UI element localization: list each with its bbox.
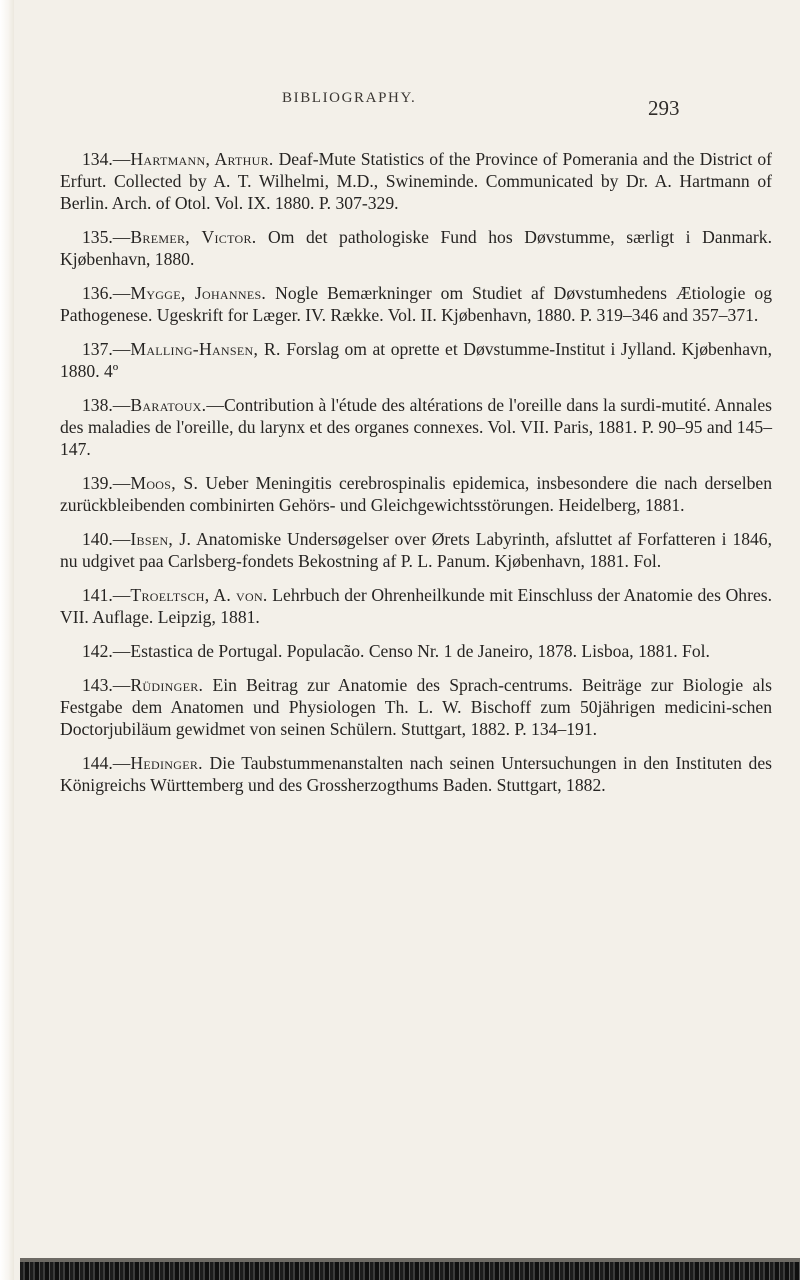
bibliography-entry [60, 338, 772, 382]
scan-edge-bar [20, 1262, 800, 1280]
bibliography-entry [60, 584, 772, 628]
entry-author: Ibsen, J. [130, 529, 192, 549]
entry-author: Troeltsch, A. von. [130, 585, 268, 605]
bibliography-entry [60, 226, 772, 270]
page-gutter [0, 0, 14, 1280]
bibliography-list [60, 148, 772, 808]
entry-author: Mygge, Johannes. [130, 283, 267, 303]
entry-text: Nogle Bemærkninger om Studiet af Døvstumhedens Ætiologie og Pathogenese. Ugeskrift for Læger. IV. Række. Vol. II. Kjøbenhavn, 1880. P. 319–346 and 357–371. [60, 283, 772, 325]
entry-text: Forslag om at oprette et Døvstumme-Institut i Jylland. Kjøbenhavn, 1880. 4º [60, 339, 772, 381]
entry-number: 144.— [82, 753, 131, 773]
entry-text: Deaf-Mute Statistics of the Province of Pomerania and the District of Erfurt. Collected by A. T. Wilhelmi, M.D., Swineminde. Communicated by Dr. A. Hartmann of Berlin. Arch. of Otol. Vol. IX. 1880. P. 307-329. [60, 149, 772, 213]
bibliography-entry [60, 394, 772, 460]
entry-text: Anatomiske Undersøgelser over Ørets Labyrinth, afsluttet af Forfatteren i 1846, nu udgivet paa Carlsberg-fondets Bekostning af P. L. Panum. Kjøbenhavn, 1881. Fol. [60, 529, 772, 571]
entry-author: Baratoux. [130, 395, 207, 415]
entry-author: Hartmann, Arthur. [130, 149, 274, 169]
bibliography-entry [60, 674, 772, 740]
entry-number: 141.— [82, 585, 131, 605]
entry-number: 138.— [82, 395, 131, 415]
page-number: 293 [648, 96, 680, 120]
entry-author: Moos, S. [130, 473, 199, 493]
entry-author: Rüdinger. [130, 675, 204, 695]
entry-text: Ein Beitrag zur Anatomie des Sprach-centrums. Beiträge zur Biologie als Festgabe dem Anatomen und Physiologen Th. L. W. Bischoff zum 50jährigen medicini-schen Doctorjubiläum gewidmet von seinen Schülern. Stuttgart, 1882. P. 134–191. [60, 675, 772, 739]
entry-text: Ueber Meningitis cerebrospinalis epidemica, insbesondere die nach derselben zurückbleibenden combinirten Gehörs- und Gleichgewichtsstörungen. Heidelberg, 1881. [60, 473, 772, 515]
entry-text: Om det pathologiske Fund hos Døvstumme, særligt i Danmark. Kjøbenhavn, 1880. [60, 227, 772, 269]
entry-number: 143.— [82, 675, 131, 695]
running-head: BIBLIOGRAPHY. [282, 90, 417, 106]
bibliography-entry [60, 640, 772, 662]
bibliography-entry [60, 752, 772, 796]
entry-number: 142.— [82, 641, 131, 661]
entry-text: Lehrbuch der Ohrenheilkunde mit Einschluss der Anatomie des Ohres. VII. Auflage. Leipzig, 1881. [60, 585, 772, 627]
entry-number: 135.— [82, 227, 131, 247]
bibliography-entry [60, 282, 772, 326]
entry-text: Estastica de Portugal. Populacão. Censo Nr. 1 de Janeiro, 1878. Lisboa, 1881. Fol. [130, 641, 710, 661]
entry-number: 136.— [82, 283, 131, 303]
entry-number: 137.— [82, 339, 131, 359]
bibliography-entry [60, 528, 772, 572]
entry-text: Die Taubstummenanstalten nach seinen Untersuchungen in den Instituten des Königreichs Württemberg und des Grossherzogthums Baden. Stuttgart, 1882. [60, 753, 772, 795]
entry-number: 139.— [82, 473, 131, 493]
bibliography-entry [60, 148, 772, 214]
entry-text: —Contribution à l'étude des altérations de l'oreille dans la surdi-mutité. Annales des maladies de l'oreille, du larynx et des organes connexes. Vol. VII. Paris, 1881. P. 90–95 and 145–147. [60, 395, 772, 459]
entry-number: 134.— [82, 149, 131, 169]
entry-author: Bremer, Victor. [130, 227, 257, 247]
bibliography-entry [60, 472, 772, 516]
entry-number: 140.— [82, 529, 131, 549]
entry-author: Hedinger. [130, 753, 203, 773]
entry-author: Malling-Hansen, R. [130, 339, 281, 359]
